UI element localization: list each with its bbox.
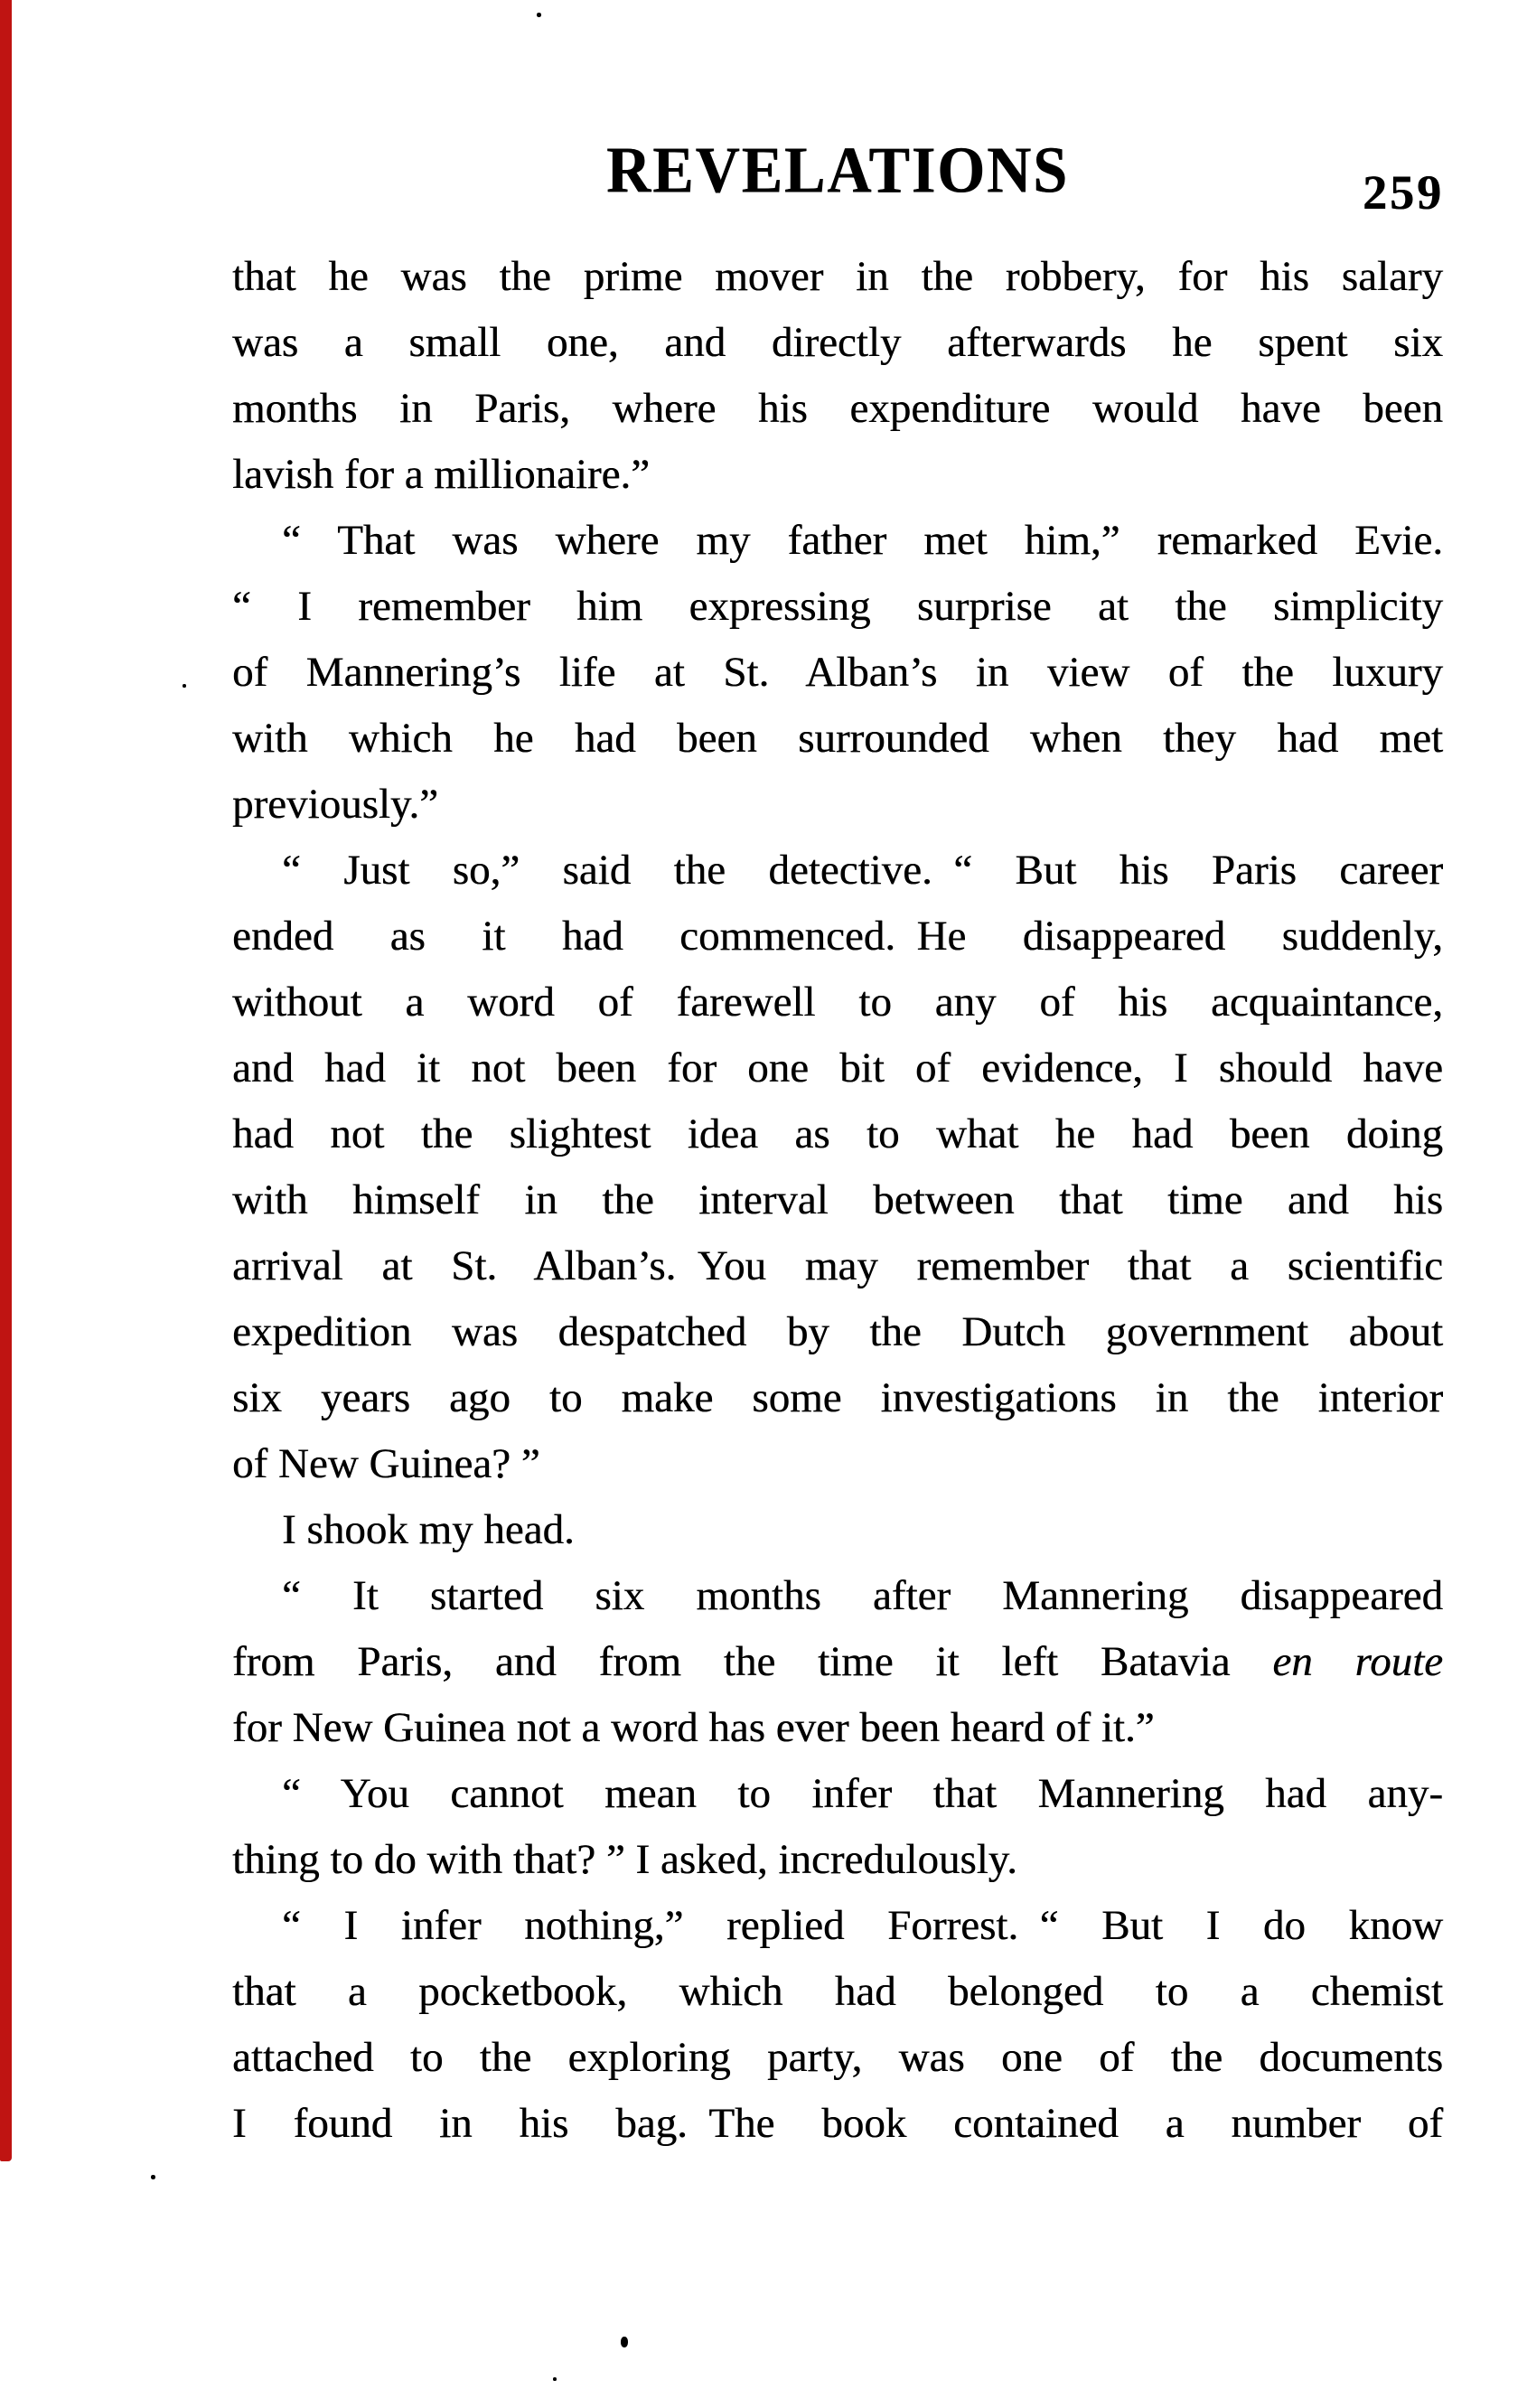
text-segment: had not the slightest idea as to what he had been doing: [232, 1110, 1443, 1157]
text-line: [232, 508, 1443, 574]
text-segment: six years ago to make some investigations in the interior: [232, 1374, 1443, 1421]
text-segment: without a word of farewell to any of his acquaintance,: [232, 979, 1443, 1026]
text-segment: with which he had been surrounded when they had met: [232, 715, 1443, 762]
text-segment: “ That was where my father met him,” remarked Evie.: [282, 517, 1443, 564]
text-line: [232, 1299, 1443, 1365]
scan-speck: [537, 13, 541, 17]
book-spine-red-edge: [0, 0, 12, 2161]
chapter-title: REVELATIONS: [606, 132, 1069, 207]
text-segment: thing to do with that? ” I asked, incredulously.: [232, 1836, 1017, 1883]
text-segment: arrival at St. Alban’s. You may remember that a scientific: [232, 1242, 1443, 1289]
scan-speck: [621, 2337, 628, 2347]
text-segment: and had it not been for one bit of evidence, I should have: [232, 1045, 1443, 1092]
text-segment: with himself in the interval between that time and his: [232, 1176, 1443, 1223]
text-segment: previously.”: [232, 781, 438, 828]
text-line: [232, 442, 1443, 508]
text-line: [232, 1761, 1443, 1827]
text-line: [232, 1893, 1443, 1959]
text-segment: I shook my head.: [282, 1506, 575, 1553]
text-line: [232, 838, 1443, 904]
scan-speck: [553, 2377, 557, 2381]
text-segment: ended as it had commenced. He disappeared suddenly,: [232, 913, 1443, 960]
text-segment: of Mannering’s life at St. Alban’s in view of the luxury: [232, 649, 1443, 696]
text-line: [232, 2025, 1443, 2091]
text-line: [232, 706, 1443, 772]
scan-speck: [151, 2175, 155, 2179]
text-segment: I found in his bag. The book contained a number of: [232, 2100, 1443, 2147]
text-line: [232, 904, 1443, 970]
text-line: [232, 244, 1443, 310]
text-line: [232, 1695, 1443, 1761]
text-segment: expedition was despatched by the Dutch government about: [232, 1308, 1443, 1355]
text-line: [232, 640, 1443, 706]
text-segment: was a small one, and directly afterwards he spent six: [232, 319, 1443, 366]
text-line: [232, 1233, 1443, 1299]
text-segment: from Paris, and from the time it left Batavia: [232, 1638, 1273, 1685]
text-line: [232, 574, 1443, 640]
italic-phrase: en route: [1272, 1638, 1443, 1685]
text-segment: of New Guinea? ”: [232, 1440, 540, 1487]
text-segment: that a pocketbook, which had belonged to a chemist: [232, 1968, 1443, 2015]
text-line: [232, 1431, 1443, 1497]
text-segment: “ You cannot mean to infer that Mannering had any-: [282, 1770, 1443, 1817]
text-segment: “ I remember him expressing surprise at the simplicity: [232, 583, 1443, 630]
text-segment: that he was the prime mover in the robbery, for his salary: [232, 253, 1443, 300]
text-line: [232, 310, 1443, 376]
text-line: [232, 1959, 1443, 2025]
text-segment: “ Just so,” said the detective. “ But his Paris career: [282, 847, 1443, 894]
page-number: 259: [1363, 165, 1444, 220]
text-segment: for New Guinea not a word has ever been heard of it.”: [232, 1704, 1155, 1751]
text-line: [232, 1497, 1443, 1563]
text-line: [232, 1365, 1443, 1431]
text-line: [232, 1035, 1443, 1101]
text-segment: lavish for a millionaire.”: [232, 451, 651, 498]
text-segment: attached to the exploring party, was one of the documents: [232, 2034, 1443, 2081]
text-line: [232, 2091, 1443, 2157]
text-line: [232, 1629, 1443, 1695]
text-line: [232, 376, 1443, 442]
text-line: [232, 772, 1443, 838]
text-segment: months in Paris, where his expenditure would have been: [232, 385, 1443, 432]
body-text: [232, 244, 1443, 2157]
text-line: [232, 970, 1443, 1035]
text-line: [232, 1563, 1443, 1629]
text-segment: “ I infer nothing,” replied Forrest. “ But I do know: [282, 1902, 1443, 1949]
text-line: [232, 1827, 1443, 1893]
text-segment: “ It started six months after Mannering disappeared: [282, 1572, 1443, 1619]
text-line: [232, 1167, 1443, 1233]
scan-speck: [183, 684, 186, 688]
text-line: [232, 1101, 1443, 1167]
